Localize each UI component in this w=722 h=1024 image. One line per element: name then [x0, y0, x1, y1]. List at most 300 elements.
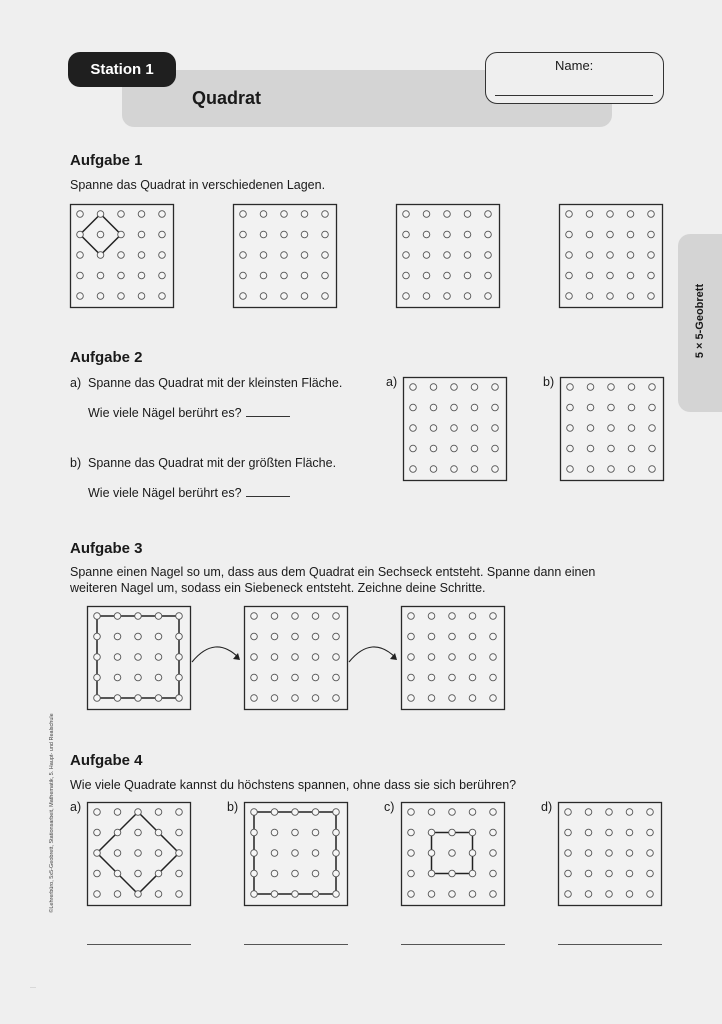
nail[interactable] — [176, 674, 183, 681]
nail[interactable] — [403, 272, 410, 279]
nail[interactable] — [159, 252, 166, 259]
nail[interactable] — [649, 404, 656, 411]
nail[interactable] — [292, 613, 299, 620]
geoboard-t4-b[interactable] — [244, 802, 348, 906]
nail[interactable] — [155, 870, 162, 877]
nail[interactable] — [428, 674, 435, 681]
nail[interactable] — [586, 293, 593, 300]
nail[interactable] — [271, 891, 278, 898]
nail[interactable] — [492, 445, 499, 452]
nail[interactable] — [159, 272, 166, 279]
nail[interactable] — [322, 231, 329, 238]
nail[interactable] — [176, 613, 183, 620]
nail[interactable] — [607, 231, 614, 238]
nail[interactable] — [449, 674, 456, 681]
nail[interactable] — [176, 695, 183, 702]
nail[interactable] — [77, 252, 84, 259]
nail[interactable] — [423, 231, 430, 238]
nail[interactable] — [408, 829, 415, 836]
nail[interactable] — [464, 211, 471, 218]
nail[interactable] — [423, 272, 430, 279]
nail[interactable] — [312, 850, 319, 857]
task2-b-answer-blank[interactable] — [246, 496, 290, 497]
nail[interactable] — [490, 633, 497, 640]
nail[interactable] — [138, 231, 145, 238]
nail[interactable] — [251, 870, 258, 877]
nail[interactable] — [118, 211, 125, 218]
nail[interactable] — [608, 384, 615, 391]
nail[interactable] — [333, 850, 340, 857]
nail[interactable] — [333, 633, 340, 640]
nail[interactable] — [606, 870, 613, 877]
task4-answer-line-b[interactable] — [244, 944, 348, 945]
nail[interactable] — [585, 829, 592, 836]
nail[interactable] — [114, 870, 121, 877]
nail[interactable] — [566, 293, 573, 300]
nail[interactable] — [271, 613, 278, 620]
nail[interactable] — [333, 809, 340, 816]
nail[interactable] — [240, 272, 247, 279]
nail[interactable] — [138, 272, 145, 279]
nail[interactable] — [469, 829, 476, 836]
nail[interactable] — [627, 293, 634, 300]
nail[interactable] — [271, 633, 278, 640]
nail[interactable] — [408, 613, 415, 620]
nail[interactable] — [586, 272, 593, 279]
nail[interactable] — [118, 293, 125, 300]
nail[interactable] — [471, 384, 478, 391]
nail[interactable] — [271, 829, 278, 836]
nail[interactable] — [114, 654, 121, 661]
nail[interactable] — [567, 466, 574, 473]
nail[interactable] — [135, 850, 142, 857]
nail[interactable] — [77, 231, 84, 238]
nail[interactable] — [471, 466, 478, 473]
nail[interactable] — [312, 674, 319, 681]
nail[interactable] — [628, 445, 635, 452]
nail[interactable] — [444, 293, 451, 300]
nail[interactable] — [292, 674, 299, 681]
nail[interactable] — [464, 272, 471, 279]
nail[interactable] — [312, 654, 319, 661]
nail[interactable] — [114, 613, 121, 620]
nail[interactable] — [490, 809, 497, 816]
nail[interactable] — [135, 870, 142, 877]
nail[interactable] — [565, 870, 572, 877]
nail[interactable] — [647, 829, 654, 836]
nail[interactable] — [97, 252, 104, 259]
nail[interactable] — [627, 272, 634, 279]
geoboard-t4-a[interactable] — [87, 802, 191, 906]
nail[interactable] — [444, 231, 451, 238]
nail[interactable] — [423, 252, 430, 259]
nail[interactable] — [271, 654, 278, 661]
nail[interactable] — [403, 293, 410, 300]
nail[interactable] — [408, 809, 415, 816]
nail[interactable] — [469, 695, 476, 702]
nail[interactable] — [492, 404, 499, 411]
nail[interactable] — [159, 211, 166, 218]
nail[interactable] — [94, 829, 101, 836]
nail[interactable] — [260, 272, 267, 279]
nail[interactable] — [114, 891, 121, 898]
nail[interactable] — [408, 891, 415, 898]
nail[interactable] — [649, 445, 656, 452]
nail[interactable] — [428, 870, 435, 877]
nail[interactable] — [322, 272, 329, 279]
nail[interactable] — [469, 870, 476, 877]
nail[interactable] — [469, 654, 476, 661]
nail[interactable] — [176, 829, 183, 836]
nail[interactable] — [77, 293, 84, 300]
nail[interactable] — [271, 674, 278, 681]
nail[interactable] — [428, 850, 435, 857]
nail[interactable] — [114, 695, 121, 702]
nail[interactable] — [449, 633, 456, 640]
nail[interactable] — [301, 272, 308, 279]
nail[interactable] — [628, 404, 635, 411]
nail[interactable] — [587, 425, 594, 432]
nail[interactable] — [301, 252, 308, 259]
nail[interactable] — [251, 613, 258, 620]
nail[interactable] — [647, 891, 654, 898]
nail[interactable] — [312, 870, 319, 877]
nail[interactable] — [565, 809, 572, 816]
nail[interactable] — [628, 384, 635, 391]
nail[interactable] — [260, 211, 267, 218]
nail[interactable] — [607, 293, 614, 300]
nail[interactable] — [292, 870, 299, 877]
nail[interactable] — [94, 674, 101, 681]
nail[interactable] — [608, 445, 615, 452]
nail[interactable] — [606, 850, 613, 857]
nail[interactable] — [77, 211, 84, 218]
nail[interactable] — [428, 891, 435, 898]
nail[interactable] — [114, 674, 121, 681]
nail[interactable] — [649, 466, 656, 473]
nail[interactable] — [292, 809, 299, 816]
nail[interactable] — [606, 809, 613, 816]
nail[interactable] — [626, 850, 633, 857]
nail[interactable] — [649, 384, 656, 391]
nail[interactable] — [647, 850, 654, 857]
nail[interactable] — [292, 654, 299, 661]
nail[interactable] — [271, 695, 278, 702]
nail[interactable] — [649, 425, 656, 432]
nail[interactable] — [77, 272, 84, 279]
nail[interactable] — [469, 674, 476, 681]
nail[interactable] — [333, 674, 340, 681]
nail[interactable] — [408, 674, 415, 681]
nail[interactable] — [94, 870, 101, 877]
nail[interactable] — [449, 850, 456, 857]
nail[interactable] — [260, 252, 267, 259]
nail[interactable] — [138, 252, 145, 259]
nail[interactable] — [135, 633, 142, 640]
nail[interactable] — [490, 850, 497, 857]
nail[interactable] — [333, 891, 340, 898]
nail[interactable] — [566, 272, 573, 279]
nail[interactable] — [410, 445, 417, 452]
nail[interactable] — [322, 252, 329, 259]
nail[interactable] — [648, 272, 655, 279]
nail[interactable] — [428, 654, 435, 661]
nail[interactable] — [451, 384, 458, 391]
nail[interactable] — [626, 829, 633, 836]
nail[interactable] — [444, 272, 451, 279]
nail[interactable] — [492, 384, 499, 391]
nail[interactable] — [608, 425, 615, 432]
nail[interactable] — [567, 384, 574, 391]
nail[interactable] — [408, 695, 415, 702]
geoboard-t3-1[interactable] — [87, 606, 191, 710]
nail[interactable] — [430, 425, 437, 432]
nail[interactable] — [471, 445, 478, 452]
nail[interactable] — [464, 293, 471, 300]
nail[interactable] — [485, 293, 492, 300]
nail[interactable] — [428, 829, 435, 836]
nail[interactable] — [251, 829, 258, 836]
nail[interactable] — [585, 891, 592, 898]
nail[interactable] — [430, 384, 437, 391]
nail[interactable] — [281, 252, 288, 259]
nail[interactable] — [176, 633, 183, 640]
nail[interactable] — [628, 425, 635, 432]
nail[interactable] — [159, 231, 166, 238]
nail[interactable] — [469, 809, 476, 816]
nail[interactable] — [471, 404, 478, 411]
nail[interactable] — [281, 272, 288, 279]
nail[interactable] — [94, 695, 101, 702]
nail[interactable] — [608, 466, 615, 473]
nail[interactable] — [451, 445, 458, 452]
nail[interactable] — [451, 425, 458, 432]
nail[interactable] — [490, 613, 497, 620]
nail[interactable] — [626, 809, 633, 816]
nail[interactable] — [648, 211, 655, 218]
nail[interactable] — [403, 211, 410, 218]
nail[interactable] — [292, 695, 299, 702]
nail[interactable] — [135, 891, 142, 898]
nail[interactable] — [155, 613, 162, 620]
nail[interactable] — [648, 231, 655, 238]
nail[interactable] — [423, 293, 430, 300]
nail[interactable] — [410, 384, 417, 391]
nail[interactable] — [292, 829, 299, 836]
nail[interactable] — [240, 293, 247, 300]
nail[interactable] — [469, 850, 476, 857]
nail[interactable] — [408, 654, 415, 661]
nail[interactable] — [567, 425, 574, 432]
nail[interactable] — [566, 231, 573, 238]
nail[interactable] — [451, 404, 458, 411]
nail[interactable] — [451, 466, 458, 473]
nail[interactable] — [176, 891, 183, 898]
task2-a-answer-blank[interactable] — [246, 416, 290, 417]
nail[interactable] — [627, 252, 634, 259]
nail[interactable] — [135, 613, 142, 620]
nail[interactable] — [647, 809, 654, 816]
nail[interactable] — [292, 633, 299, 640]
nail[interactable] — [251, 809, 258, 816]
geoboard-t1-1[interactable] — [70, 204, 174, 308]
nail[interactable] — [449, 613, 456, 620]
nail[interactable] — [471, 425, 478, 432]
geoboard-t3-2[interactable] — [244, 606, 348, 710]
nail[interactable] — [292, 891, 299, 898]
nail[interactable] — [587, 466, 594, 473]
nail[interactable] — [114, 809, 121, 816]
nail[interactable] — [585, 809, 592, 816]
nail[interactable] — [135, 674, 142, 681]
nail[interactable] — [627, 231, 634, 238]
nail[interactable] — [138, 293, 145, 300]
geoboard-t4-d[interactable] — [558, 802, 662, 906]
nail[interactable] — [271, 809, 278, 816]
nail[interactable] — [444, 252, 451, 259]
nail[interactable] — [648, 293, 655, 300]
nail[interactable] — [333, 695, 340, 702]
nail[interactable] — [587, 445, 594, 452]
nail[interactable] — [587, 384, 594, 391]
nail[interactable] — [114, 829, 121, 836]
nail[interactable] — [428, 613, 435, 620]
nail[interactable] — [155, 695, 162, 702]
nail[interactable] — [648, 252, 655, 259]
task4-answer-line-a[interactable] — [87, 944, 191, 945]
nail[interactable] — [176, 809, 183, 816]
nail[interactable] — [155, 654, 162, 661]
nail[interactable] — [114, 633, 121, 640]
nail[interactable] — [485, 231, 492, 238]
nail[interactable] — [271, 850, 278, 857]
nail[interactable] — [606, 891, 613, 898]
nail[interactable] — [135, 829, 142, 836]
nail[interactable] — [312, 809, 319, 816]
nail[interactable] — [566, 252, 573, 259]
nail[interactable] — [260, 293, 267, 300]
nail[interactable] — [428, 809, 435, 816]
nail[interactable] — [585, 850, 592, 857]
nail[interactable] — [271, 870, 278, 877]
nail[interactable] — [281, 231, 288, 238]
nail[interactable] — [566, 211, 573, 218]
nail[interactable] — [333, 654, 340, 661]
nail[interactable] — [251, 674, 258, 681]
nail[interactable] — [97, 293, 104, 300]
geoboard-t1-4[interactable] — [559, 204, 663, 308]
nail[interactable] — [492, 425, 499, 432]
nail[interactable] — [449, 654, 456, 661]
nail[interactable] — [94, 809, 101, 816]
geoboard-t1-2[interactable] — [233, 204, 337, 308]
nail[interactable] — [430, 445, 437, 452]
nail[interactable] — [281, 211, 288, 218]
nail[interactable] — [492, 466, 499, 473]
nail[interactable] — [628, 466, 635, 473]
nail[interactable] — [155, 674, 162, 681]
nail[interactable] — [97, 211, 104, 218]
nail[interactable] — [155, 891, 162, 898]
nail[interactable] — [240, 231, 247, 238]
geoboard-t1-3[interactable] — [396, 204, 500, 308]
nail[interactable] — [176, 870, 183, 877]
nail[interactable] — [410, 466, 417, 473]
nail[interactable] — [430, 466, 437, 473]
nail[interactable] — [469, 891, 476, 898]
nail[interactable] — [301, 293, 308, 300]
nail[interactable] — [430, 404, 437, 411]
nail[interactable] — [490, 674, 497, 681]
nail[interactable] — [403, 231, 410, 238]
name-field[interactable] — [495, 95, 653, 96]
nail[interactable] — [292, 850, 299, 857]
nail[interactable] — [251, 654, 258, 661]
nail[interactable] — [586, 231, 593, 238]
task4-answer-line-c[interactable] — [401, 944, 505, 945]
nail[interactable] — [464, 252, 471, 259]
nail[interactable] — [159, 293, 166, 300]
nail[interactable] — [585, 870, 592, 877]
nail[interactable] — [485, 211, 492, 218]
nail[interactable] — [567, 404, 574, 411]
nail[interactable] — [449, 695, 456, 702]
nail[interactable] — [94, 633, 101, 640]
nail[interactable] — [449, 809, 456, 816]
nail[interactable] — [464, 231, 471, 238]
nail[interactable] — [333, 870, 340, 877]
geoboard-t3-3[interactable] — [401, 606, 505, 710]
nail[interactable] — [135, 695, 142, 702]
nail[interactable] — [626, 891, 633, 898]
nail[interactable] — [567, 445, 574, 452]
nail[interactable] — [94, 654, 101, 661]
task4-answer-line-d[interactable] — [558, 944, 662, 945]
nail[interactable] — [312, 695, 319, 702]
nail[interactable] — [608, 404, 615, 411]
nail[interactable] — [251, 695, 258, 702]
geoboard-t4-c[interactable] — [401, 802, 505, 906]
nail[interactable] — [251, 633, 258, 640]
nail[interactable] — [428, 633, 435, 640]
nail[interactable] — [490, 829, 497, 836]
nail[interactable] — [586, 211, 593, 218]
nail[interactable] — [587, 404, 594, 411]
nail[interactable] — [240, 252, 247, 259]
nail[interactable] — [408, 870, 415, 877]
nail[interactable] — [449, 891, 456, 898]
nail[interactable] — [408, 850, 415, 857]
nail[interactable] — [449, 870, 456, 877]
nail[interactable] — [444, 211, 451, 218]
nail[interactable] — [627, 211, 634, 218]
nail[interactable] — [135, 809, 142, 816]
nail[interactable] — [586, 252, 593, 259]
nail[interactable] — [97, 231, 104, 238]
nail[interactable] — [176, 850, 183, 857]
nail[interactable] — [449, 829, 456, 836]
nail[interactable] — [490, 654, 497, 661]
nail[interactable] — [408, 633, 415, 640]
nail[interactable] — [240, 211, 247, 218]
nail[interactable] — [469, 613, 476, 620]
nail[interactable] — [118, 272, 125, 279]
geoboard-t2-a[interactable] — [403, 377, 507, 481]
nail[interactable] — [410, 425, 417, 432]
nail[interactable] — [176, 654, 183, 661]
geoboard-t2-b[interactable] — [560, 377, 664, 481]
nail[interactable] — [333, 829, 340, 836]
